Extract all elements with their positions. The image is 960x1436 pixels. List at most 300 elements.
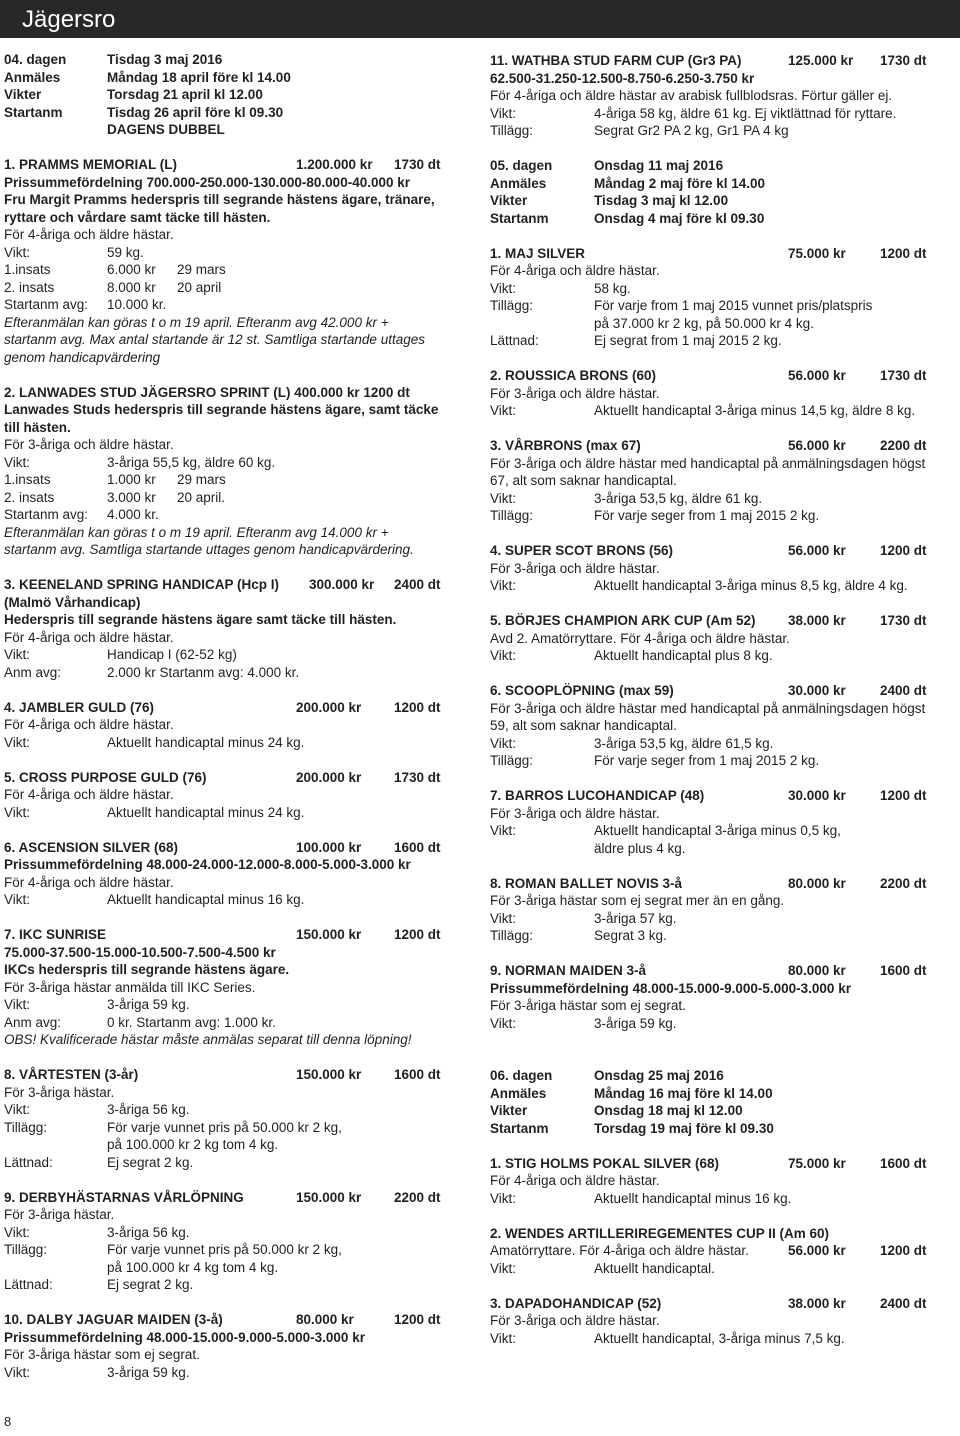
- field-label: 2. insats: [4, 489, 55, 505]
- field-value: Aktuellt handicaptal 3-åriga minus 8,5 kg, äldre 4 kg.: [594, 578, 908, 593]
- field-row: [4, 1014, 446, 1032]
- field-value: äldre plus 4 kg.: [594, 840, 686, 856]
- text-line: [490, 560, 938, 578]
- prize-amount: 200.000 kr: [296, 769, 362, 785]
- text: 2. WENDES ARTILLERIREGEMENTES CUP II (Am 60): [490, 1225, 830, 1241]
- field-row: [4, 1364, 446, 1382]
- day-label: Vikter: [490, 1103, 528, 1118]
- day-value: Måndag 16 maj före kl 14.00: [594, 1085, 773, 1101]
- race-distance: 1200 dt: [394, 927, 441, 942]
- field-label: Tillägg:: [490, 928, 534, 943]
- text-line: [490, 997, 938, 1015]
- text: För 3-åriga och äldre hästar.: [4, 437, 174, 452]
- race-title: 6. ASCENSION SILVER (68): [4, 839, 179, 855]
- text: genom handicapvärdering: [4, 349, 161, 365]
- text-line: [4, 156, 446, 174]
- text: till hästen.: [4, 419, 71, 435]
- text-line: [4, 541, 446, 559]
- spacer: [4, 139, 446, 157]
- text-line: [490, 70, 938, 88]
- text-line: [4, 874, 446, 892]
- race-block: [4, 699, 446, 752]
- day-value: Onsdag 18 maj kl 12.00: [594, 1103, 743, 1118]
- text: För 3-åriga hästar anmälda till IKC Series.: [4, 979, 256, 995]
- spacer: [4, 909, 446, 927]
- text-line: [490, 455, 938, 473]
- spacer: [4, 821, 446, 839]
- text: 59, alt som saknar handicaptal.: [490, 718, 677, 733]
- field-value: 1.000 kr: [107, 472, 156, 487]
- race-title: 8. VÅRTESTEN (3-år): [4, 1067, 139, 1082]
- day-row: [490, 175, 938, 193]
- field-label: Vikt:: [490, 1260, 517, 1276]
- day-label: 04. dagen: [4, 52, 67, 67]
- field-label: Tillägg:: [490, 123, 534, 138]
- text-line: [4, 594, 446, 612]
- race-distance: 2200 dt: [394, 1189, 441, 1205]
- race-title: 3. DAPADOHANDICAP (52): [490, 1295, 662, 1311]
- field-value: 0 kr. Startanm avg: 1.000 kr.: [107, 1014, 276, 1030]
- field-row: [4, 664, 446, 682]
- field-value: 58 kg.: [594, 280, 631, 296]
- race-distance: 2400 dt: [880, 683, 927, 698]
- field-value: Aktuellt handicaptal.: [594, 1260, 715, 1276]
- race-block: [490, 367, 938, 420]
- right-column: [490, 52, 938, 1347]
- day-value: Måndag 18 april före kl 14.00: [107, 69, 291, 85]
- field-row: [490, 105, 938, 123]
- text: För 3-åriga och äldre hästar med handicaptal på anmälningsdagen högst: [490, 700, 926, 716]
- spacer: [490, 420, 938, 438]
- field-row: [490, 822, 938, 840]
- field-label: Vikt:: [4, 1224, 31, 1240]
- day-label: Startanm: [4, 104, 63, 120]
- race-title: 1. MAJ SILVER: [490, 245, 586, 261]
- text-line: [4, 1189, 446, 1207]
- text-line: [4, 926, 446, 944]
- race-distance: 1200 dt: [880, 543, 927, 558]
- prize-amount: 30.000 kr: [788, 788, 846, 803]
- field-value: på 100.000 kr 2 kg tom 4 kg.: [107, 1137, 279, 1152]
- race-title: 4. SUPER SCOT BRONS (56): [490, 543, 674, 558]
- page-header: [0, 0, 960, 38]
- day-row: [490, 157, 938, 175]
- field-label: Anm avg:: [4, 664, 62, 680]
- day-label: Vikter: [490, 193, 528, 208]
- text-line: [4, 384, 446, 402]
- field-value: Segrat 3 kg.: [594, 928, 667, 943]
- race-day-header: [4, 51, 446, 139]
- text: 75.000-37.500-15.000-10.500-7.500-4.500 kr: [4, 944, 276, 960]
- race-title: 1. PRAMMS MEMORIAL (L): [4, 157, 177, 172]
- race-distance: 1730 dt: [880, 613, 927, 628]
- field-row: [490, 1190, 938, 1208]
- field-value: 4-åriga 58 kg, äldre 61 kg. Ej viktlättnad för ryttare.: [594, 105, 897, 121]
- text-line: [490, 875, 938, 893]
- text-line: [4, 1084, 446, 1102]
- field-value: Aktuellt handicaptal minus 16 kg.: [107, 892, 305, 907]
- text-line: [490, 1172, 938, 1190]
- field-label: Startanm avg:: [4, 507, 89, 522]
- field-row: [490, 122, 938, 140]
- text-line: [490, 805, 938, 823]
- day-row: [4, 51, 446, 69]
- text-line: [4, 1346, 446, 1364]
- race-title: 1. STIG HOLMS POKAL SILVER (68): [490, 1155, 720, 1171]
- field-label: Lättnad:: [4, 1154, 53, 1170]
- day-label: Anmäles: [490, 175, 547, 191]
- prize-amount: 150.000 kr: [296, 927, 362, 942]
- race-title: 5. BÖRJES CHAMPION ARK CUP (Am 52): [490, 613, 756, 628]
- text-line: [490, 962, 938, 980]
- day-row: [4, 104, 446, 122]
- race-distance: 1600 dt: [880, 1155, 927, 1171]
- text: OBS! Kvalificerade hästar måste anmälas separat till denna löpning!: [4, 1032, 412, 1047]
- field-label: Vikt:: [4, 454, 31, 470]
- text: För 3-åriga och äldre hästar.: [490, 1313, 660, 1328]
- text-line: [4, 944, 446, 962]
- text: startanm avg. Max antal startande är 12 st. Samtliga startande uttages: [4, 332, 425, 347]
- field-label: Tillägg:: [4, 1242, 48, 1257]
- field-row: [490, 1015, 938, 1033]
- field-label: Vikt:: [4, 647, 31, 662]
- text: Prissummefördelning 700.000-250.000-130.000-80.000-40.000 kr: [4, 174, 411, 190]
- field-label: Vikt:: [4, 734, 31, 750]
- text: 2. LANWADES STUD JÄGERSRO SPRINT (L) 400.000 kr 1200 dt: [4, 384, 410, 400]
- text-line: [490, 1295, 938, 1313]
- field-value: Aktuellt handicaptal 3-åriga minus 0,5 kg,: [594, 823, 841, 838]
- race-block: [490, 1225, 938, 1278]
- text-line: [4, 419, 446, 437]
- spacer: [490, 595, 938, 613]
- prize-amount: 30.000 kr: [788, 683, 846, 698]
- spacer: [4, 1171, 446, 1189]
- field-row: [490, 927, 938, 945]
- day-value: DAGENS DUBBEL: [107, 122, 225, 137]
- race-day-header: [490, 157, 938, 227]
- field-row: [4, 261, 446, 279]
- spacer: [490, 350, 938, 368]
- race-distance: 1600 dt: [394, 839, 441, 855]
- left-column: [4, 51, 446, 1381]
- prize-amount: 38.000 kr: [788, 1295, 846, 1311]
- text-line: [490, 437, 938, 455]
- text-line: [490, 892, 938, 910]
- text-line: [4, 1311, 446, 1329]
- day-value: Onsdag 25 maj 2016: [594, 1068, 724, 1083]
- field-label: 2. insats: [4, 279, 55, 295]
- text-line: [4, 611, 446, 629]
- day-row: [4, 86, 446, 104]
- field-row: [4, 996, 446, 1014]
- field-row: [4, 1241, 446, 1259]
- prize-amount: 75.000 kr: [788, 1155, 846, 1171]
- race-block: [490, 682, 938, 770]
- spacer: [490, 227, 938, 245]
- text: 62.500-31.250-12.500-8.750-6.250-3.750 kr: [490, 70, 755, 86]
- field-value: Aktuellt handicaptal plus 8 kg.: [594, 648, 773, 663]
- text-line: [4, 769, 446, 787]
- text-line: [490, 367, 938, 385]
- field-value: på 100.000 kr 4 kg tom 4 kg.: [107, 1259, 279, 1275]
- field-value: Segrat Gr2 PA 2 kg, Gr1 PA 4 kg: [594, 123, 789, 138]
- text: Efteranmälan kan göras t o m 19 april. Efteranm avg 14.000 kr +: [4, 524, 389, 540]
- text-line: [490, 542, 938, 560]
- text-line: [490, 262, 938, 280]
- field-value: För varje vunnet pris på 50.000 kr 2 kg,: [107, 1242, 342, 1257]
- race-distance: 1200 dt: [880, 1243, 927, 1258]
- text: För 3-åriga hästar.: [4, 1207, 115, 1222]
- race-block: [490, 542, 938, 595]
- race-title: 8. ROMAN BALLET NOVIS 3-å: [490, 875, 683, 891]
- text-line: [4, 349, 446, 367]
- prize-amount: 125.000 kr: [788, 53, 854, 68]
- field-value: 3-åriga 53,5 kg, äldre 61 kg.: [594, 490, 763, 506]
- text: Lanwades Studs hederspris till segrande hästens ägare, samt täcke: [4, 402, 439, 417]
- text: För 3-åriga och äldre hästar.: [490, 560, 660, 576]
- text-line: [490, 700, 938, 718]
- day-label: Anmäles: [4, 69, 61, 85]
- field-row: [4, 1224, 446, 1242]
- text-line: [4, 839, 446, 857]
- field-value: 3-åriga 59 kg.: [107, 1364, 190, 1380]
- text: startanm avg. Samtliga startande uttages genom handicapvärdering.: [4, 542, 414, 557]
- text: För 4-åriga och äldre hästar.: [4, 227, 174, 242]
- field-label: Vikt:: [490, 490, 517, 506]
- day-row: [490, 210, 938, 228]
- text-line: [490, 682, 938, 700]
- text-line: [4, 1066, 446, 1084]
- text-line: [490, 1225, 938, 1243]
- field-extra: 29 mars: [177, 262, 226, 277]
- text-line: [490, 472, 938, 490]
- field-label: Startanm avg:: [4, 297, 89, 312]
- spacer: [4, 1049, 446, 1067]
- spacer: [490, 945, 938, 963]
- prize-amount: 80.000 kr: [788, 875, 846, 891]
- field-row: [490, 297, 938, 315]
- race-title: 3. KEENELAND SPRING HANDICAP (Hcp I): [4, 577, 280, 592]
- spacer: [490, 1207, 938, 1225]
- race-title: 9. DERBYHÄSTARNAS VÅRLÖPNING: [4, 1189, 244, 1205]
- field-row: [4, 1259, 446, 1277]
- day-value: Torsdag 19 maj före kl 09.30: [594, 1120, 774, 1136]
- day-value: Onsdag 4 maj före kl 09.30: [594, 210, 765, 226]
- text: ryttare och vårdare samt täcke till hästen.: [4, 209, 271, 225]
- text-line: [490, 630, 938, 648]
- race-distance: 1200 dt: [394, 699, 441, 715]
- text-line: [4, 401, 446, 419]
- field-label: Vikt:: [490, 823, 517, 838]
- day-label: 05. dagen: [490, 158, 553, 173]
- race-block: [490, 1155, 938, 1208]
- field-value: För varje from 1 maj 2015 vunnet pris/platspris: [594, 298, 873, 313]
- field-label: Vikt:: [4, 997, 31, 1012]
- spacer: [4, 751, 446, 769]
- field-value: Aktuellt handicaptal minus 24 kg.: [107, 804, 305, 820]
- text: För 3-åriga och äldre hästar.: [490, 805, 660, 821]
- race-title: 10. DALBY JAGUAR MAIDEN (3-å): [4, 1312, 223, 1327]
- field-label: Vikt:: [490, 280, 517, 296]
- field-value: 3-åriga 56 kg.: [107, 1224, 190, 1240]
- field-row: [490, 752, 938, 770]
- race-block: [490, 875, 938, 945]
- field-row: [4, 279, 446, 297]
- race-distance: 1730 dt: [394, 157, 441, 172]
- prize-amount: 38.000 kr: [788, 613, 846, 628]
- text: Prissummefördelning 48.000-15.000-9.000-5.000-3.000 kr: [490, 980, 851, 996]
- field-row: [4, 891, 446, 909]
- spacer: [490, 1137, 938, 1155]
- race-distance: 1730 dt: [880, 368, 927, 383]
- race-distance: 1730 dt: [880, 53, 927, 68]
- day-row: [4, 121, 446, 139]
- text-line: [4, 629, 446, 647]
- race-distance: 1200 dt: [880, 245, 927, 261]
- field-label: Vikt:: [490, 403, 517, 418]
- field-label: 1.insats: [4, 262, 51, 277]
- day-label: Anmäles: [490, 1085, 547, 1101]
- field-row: [4, 1154, 446, 1172]
- text-line: [4, 576, 446, 594]
- field-value: Ej segrat 2 kg.: [107, 1154, 194, 1170]
- text-line: [490, 1242, 938, 1260]
- race-block: [490, 245, 938, 350]
- field-label: Vikt:: [4, 804, 31, 820]
- text: Avd 2. Amatörryttare. För 4-åriga och äldre hästar.: [490, 630, 790, 646]
- race-title: 11. WATHBA STUD FARM CUP (Gr3 PA): [490, 53, 742, 68]
- field-label: Vikt:: [4, 1102, 31, 1117]
- spacer: [4, 681, 446, 699]
- prize-amount: 56.000 kr: [788, 438, 846, 453]
- spacer: [490, 140, 938, 158]
- race-distance: 1600 dt: [394, 1067, 441, 1082]
- prize-amount: 56.000 kr: [788, 543, 846, 558]
- field-value: Handicap I (62-52 kg): [107, 647, 237, 662]
- field-row: [490, 490, 938, 508]
- text-line: [4, 716, 446, 734]
- field-label: Tillägg:: [490, 298, 534, 313]
- race-block: [4, 1066, 446, 1171]
- race-block: [4, 769, 446, 822]
- text-line: [4, 699, 446, 717]
- race-block: [490, 962, 938, 1032]
- text-line: [490, 1155, 938, 1173]
- field-label: Vikt:: [490, 735, 517, 751]
- text: För 4-åriga och äldre hästar.: [490, 263, 660, 278]
- text-line: [4, 1206, 446, 1224]
- day-label: Startanm: [490, 210, 549, 226]
- text-line: [4, 961, 446, 979]
- text: (Malmö Vårhandicap): [4, 594, 141, 610]
- field-value: 10.000 kr.: [107, 297, 167, 312]
- race-distance: 1730 dt: [394, 769, 441, 785]
- race-block: [490, 612, 938, 665]
- text: Prissummefördelning 48.000-24.000-12.000-8.000-5.000-3.000 kr: [4, 857, 411, 872]
- prize-amount: 150.000 kr: [296, 1067, 362, 1082]
- field-value: 8.000 kr: [107, 279, 156, 295]
- field-row: [490, 332, 938, 350]
- text: För 4-åriga och äldre hästar.: [4, 874, 174, 890]
- text: För 3-åriga hästar som ej segrat.: [490, 998, 686, 1013]
- field-label: Lättnad:: [4, 1277, 53, 1292]
- prize-amount: 100.000 kr: [296, 839, 362, 855]
- spacer: [490, 857, 938, 875]
- race-title: 2. ROUSSICA BRONS (60): [490, 368, 657, 383]
- prize-amount: 80.000 kr: [788, 963, 846, 978]
- spacer: [490, 1050, 938, 1068]
- text-line: [4, 209, 446, 227]
- race-block: [4, 926, 446, 1049]
- field-extra: 20 april.: [177, 489, 226, 505]
- race-title: 5. CROSS PURPOSE GULD (76): [4, 769, 207, 785]
- text: Hederspris till segrande hästens ägare samt täcke till hästen.: [4, 612, 397, 627]
- spacer: [4, 366, 446, 384]
- day-row: [490, 1085, 938, 1103]
- text: För 4-åriga och äldre hästar.: [4, 717, 174, 732]
- text: För 4-åriga och äldre hästar.: [4, 787, 174, 802]
- field-value: 3-åriga 53,5 kg, äldre 61,5 kg.: [594, 735, 774, 751]
- field-label: Lättnad:: [490, 333, 539, 348]
- field-label: Anm avg:: [4, 1014, 62, 1030]
- field-label: Vikt:: [4, 892, 31, 907]
- field-row: [490, 507, 938, 525]
- race-distance: 2400 dt: [394, 577, 441, 592]
- text: För 3-åriga hästar som ej segrat mer än en gång.: [490, 893, 785, 908]
- page-number: 8: [4, 1414, 12, 1429]
- field-label: Vikt:: [490, 578, 517, 593]
- day-value: Tisdag 26 april före kl 09.30: [107, 104, 284, 120]
- text-line: [490, 385, 938, 403]
- race-title: 6. SCOOPLÖPNING (max 59): [490, 683, 674, 698]
- field-row: [4, 1119, 446, 1137]
- field-row: [490, 402, 938, 420]
- race-block: [4, 1311, 446, 1381]
- field-row: [4, 734, 446, 752]
- field-value: 3-åriga 55,5 kg, äldre 60 kg.: [107, 454, 276, 470]
- day-row: [490, 1067, 938, 1085]
- text-line: [4, 979, 446, 997]
- text-line: [4, 314, 446, 332]
- field-row: [4, 296, 446, 314]
- race-title: 7. BARROS LUCOHANDICAP (48): [490, 788, 705, 803]
- text-line: [4, 524, 446, 542]
- text: För 3-åriga hästar.: [4, 1084, 115, 1100]
- text-line: [4, 174, 446, 192]
- field-value: För varje seger from 1 maj 2015 2 kg.: [594, 508, 820, 523]
- field-value: 4.000 kr.: [107, 507, 159, 522]
- field-row: [4, 1101, 446, 1119]
- text-line: [490, 87, 938, 105]
- text: 67, alt som saknar handicaptal.: [490, 473, 677, 488]
- spacer: [4, 559, 446, 577]
- day-value: Onsdag 11 maj 2016: [594, 158, 724, 173]
- text-line: [4, 226, 446, 244]
- race-title: 3. VÅRBRONS (max 67): [490, 438, 641, 453]
- field-label: Vikt:: [4, 244, 31, 260]
- day-row: [490, 1120, 938, 1138]
- text-line: [490, 787, 938, 805]
- text-line: [4, 856, 446, 874]
- race-block: [4, 1189, 446, 1294]
- text-line: [490, 245, 938, 263]
- prize-amount: 1.200.000 kr: [296, 157, 373, 172]
- text: Fru Margit Pramms hederspris till segrande hästens ägare, tränare,: [4, 192, 435, 207]
- field-row: [490, 577, 938, 595]
- field-row: [4, 454, 446, 472]
- field-value: Ej segrat 2 kg.: [107, 1277, 194, 1292]
- day-label: Vikter: [4, 87, 42, 102]
